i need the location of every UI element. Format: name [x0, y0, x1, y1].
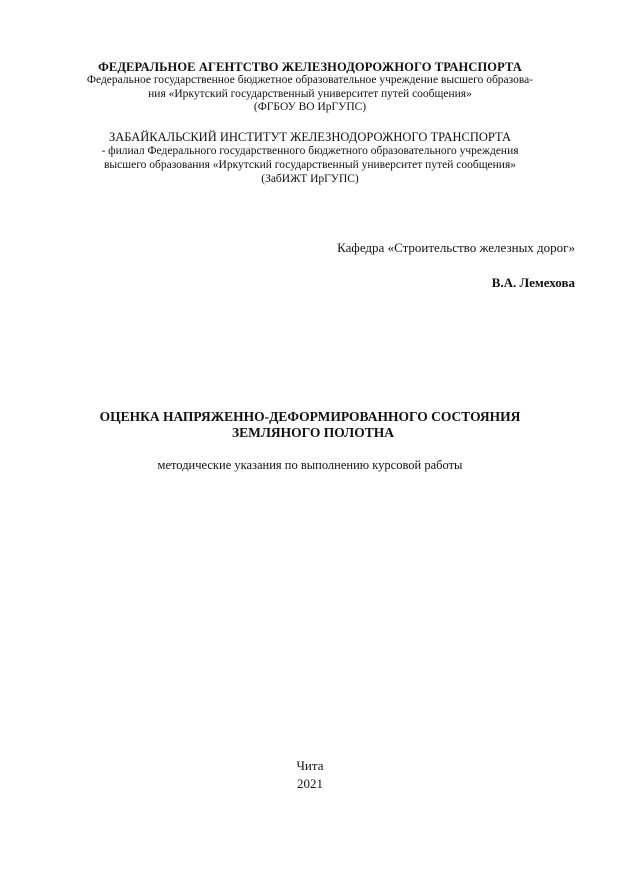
- institute-name: ЗАБАЙКАЛЬСКИЙ ИНСТИТУТ ЖЕЛЕЗНОДОРОЖНОГО ТРАНСПОРТА: [108, 130, 512, 144]
- publication-year: 2021: [297, 776, 323, 791]
- university-name-line-1: Федеральное государственное бюджетное образовательное учреждение высшего образова-: [86, 74, 534, 86]
- branch-line-1: - филиал Федерального государственного бюджетного образовательного учреждения: [101, 145, 519, 157]
- agency-name: ФЕДЕРАЛЬНОЕ АГЕНТСТВО ЖЕЛЕЗНОДОРОЖНОГО ТРАНСПОРТА: [98, 60, 522, 74]
- institute-abbreviation: (ЗабИЖТ ИрГУПС): [261, 173, 359, 185]
- author-name: В.А. Лемехова: [491, 275, 575, 290]
- branch-line-2: высшего образования «Иркутский государственный университет путей сообщения»: [103, 159, 517, 171]
- document-title-line-2: ЗЕМЛЯНОГО ПОЛОТНА: [232, 425, 394, 440]
- publication-city: Чита: [296, 758, 324, 773]
- document-title-line-1: ОЦЕНКА НАПРЯЖЕННО-ДЕФОРМИРОВАННОГО СОСТОЯНИЯ: [99, 409, 521, 424]
- university-abbreviation: (ФГБОУ ВО ИрГУПС): [253, 101, 367, 113]
- document-subtitle: методические указания по выполнению курсовой работы: [157, 458, 463, 472]
- university-name-line-2: ния «Иркутский государственный университет путей сообщения»: [148, 88, 472, 100]
- department-name: Кафедра «Строительство железных дорог»: [337, 240, 575, 255]
